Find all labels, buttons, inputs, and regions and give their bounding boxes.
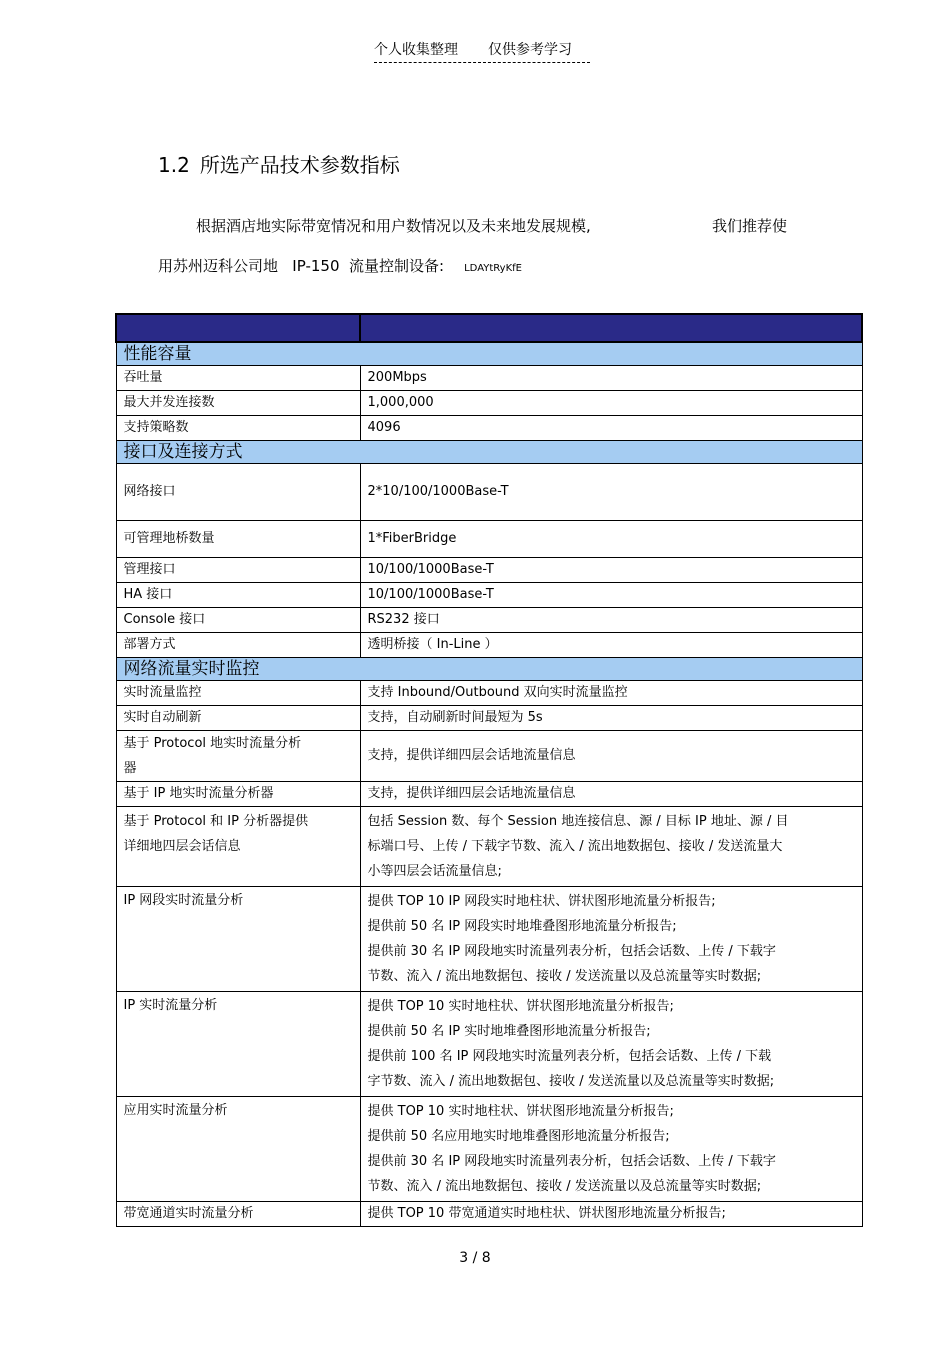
param-name-line: 基于 Protocol 地实时流量分析 [123,736,302,751]
param-name-line: 详细地四层会话信息 [123,839,241,854]
param-value: 1*FiberBridge [360,521,862,558]
table-row [116,1097,862,1202]
table-row [116,807,862,887]
group-row-interfaces [116,441,862,464]
header-left-text: 个人收集整理 [374,42,458,58]
table-header-row [116,314,862,342]
param-value: 透明桥接（ In-Line ） [360,633,862,658]
param-name: 带宽通道实时流量分析 [116,1202,360,1227]
intro-line-2 [158,252,818,292]
param-name: 支持策略数 [116,416,360,441]
table-row [116,887,862,992]
param-name-line: 器 [123,761,137,776]
table-row [116,731,862,782]
table-row [116,583,862,608]
table-row [116,992,862,1097]
table-row [116,366,862,391]
table-row [116,608,862,633]
intro-line-1 [158,212,818,252]
param-name: HA 接口 [116,583,360,608]
param-value: 提供 TOP 10 带宽通道实时地柱状、饼状图形地流量分析报告; [360,1202,862,1227]
param-value [360,1097,862,1202]
table-row [116,391,862,416]
param-value-line: 提供 TOP 10 实时地柱状、饼状图形地流量分析报告; [367,999,674,1014]
param-value-line: 提供前 50 名 IP 实时地堆叠图形地流量分析报告; [367,1024,651,1039]
table-row [116,558,862,583]
param-name: IP 实时流量分析 [116,992,360,1097]
param-name: IP 网段实时流量分析 [116,887,360,992]
param-value: 支持，提供详细四层会话地流量信息 [360,782,862,807]
intro-code: LDAYtRyKfE [464,263,522,274]
param-name [116,731,360,782]
param-value: 1,000,000 [360,391,862,416]
table-row [116,1202,862,1227]
table-row [116,633,862,658]
param-name: 可管理地桥数量 [116,521,360,558]
spec-table [115,313,863,1227]
section-title: 所选产品技术参数指标 [199,153,400,177]
param-value-line: 提供前 30 名 IP 网段地实时流量列表分析，包括会话数、上传 / 下载字 [367,944,776,959]
group-label: 性能容量 [116,342,862,366]
table-row [116,416,862,441]
param-value: RS232 接口 [360,608,862,633]
page-number: 3 / 8 [459,1250,491,1266]
param-value-line: 节数、流入 / 流出地数据包、接收 / 发送流量以及总流量等实时数据; [367,1179,762,1194]
param-value: 支持，提供详细四层会话地流量信息 [360,731,862,782]
group-label: 网络流量实时监控 [116,658,862,681]
param-value-line: 节数、流入 / 流出地数据包、接收 / 发送流量以及总流量等实时数据; [367,969,762,984]
param-value-line: 提供前 100 名 IP 网段地实时流量列表分析，包括会话数、上传 / 下载 [367,1049,772,1064]
param-name: 基于 IP 地实时流量分析器 [116,782,360,807]
group-row-performance [116,342,862,366]
table-header-cell-2 [360,314,862,342]
group-label: 接口及连接方式 [116,441,862,464]
table-row [116,521,862,558]
param-value-line: 字节数、流入 / 流出地数据包、接收 / 发送流量以及总流量等实时数据; [367,1074,775,1089]
param-value-line: 提供前 30 名 IP 网段地实时流量列表分析，包括会话数、上传 / 下载字 [367,1154,776,1169]
table-row [116,464,862,521]
table-row [116,782,862,807]
intro-line-1-tail: 我们推荐使 [712,217,788,235]
param-name: 应用实时流量分析 [116,1097,360,1202]
param-name: 部署方式 [116,633,360,658]
param-value [360,807,862,887]
param-name-line: 基于 Protocol 和 IP 分析器提供 [123,814,309,829]
param-name: Console 接口 [116,608,360,633]
section-heading [158,150,400,180]
param-value: 2*10/100/1000Base-T [360,464,862,521]
param-value-line: 提供前 50 名 IP 网段实时地堆叠图形地流量分析报告; [367,919,677,934]
param-value-line: 提供 TOP 10 IP 网段实时地柱状、饼状图形地流量分析报告; [367,894,716,909]
param-value: 支持 Inbound/Outbound 双向实时流量监控 [360,681,862,706]
section-number: 1.2 [158,153,190,177]
param-name: 管理接口 [116,558,360,583]
param-value: 10/100/1000Base-T [360,583,862,608]
table-header-cell-1 [116,314,360,342]
table-row [116,681,862,706]
param-value-line: 提供 TOP 10 实时地柱状、饼状图形地流量分析报告; [367,1104,674,1119]
param-value-line: 包括 Session 数、每个 Session 地连接信息、源 / 目标 IP 地址、源 / 目 [367,814,789,829]
param-value [360,992,862,1097]
intro-paragraph [158,212,818,292]
table-row [116,706,862,731]
param-name: 最大并发连接数 [116,391,360,416]
param-value: 200Mbps [360,366,862,391]
param-value-line: 提供前 50 名应用地实时地堆叠图形地流量分析报告; [367,1129,670,1144]
param-name: 吞吐量 [116,366,360,391]
param-value: 4096 [360,416,862,441]
param-value: 10/100/1000Base-T [360,558,862,583]
header-right-text: 仅供参考学习 [488,42,572,58]
param-name [116,807,360,887]
intro-line-2-text: 用苏州迈科公司地 IP-150 流量控制设备: [158,257,445,275]
intro-line-1-text: 根据酒店地实际带宽情况和用户数情况以及未来地发展规模, [196,217,591,235]
param-value: 支持，自动刷新时间最短为 5s [360,706,862,731]
param-name: 实时自动刷新 [116,706,360,731]
param-name: 实时流量监控 [116,681,360,706]
param-value [360,887,862,992]
param-value-line: 标端口号、上传 / 下载字节数、流入 / 流出地数据包、接收 / 发送流量大 [367,839,783,854]
param-name: 网络接口 [116,464,360,521]
param-value-line: 小等四层会话流量信息; [367,864,502,879]
group-row-monitoring [116,658,862,681]
page-header [374,40,590,63]
